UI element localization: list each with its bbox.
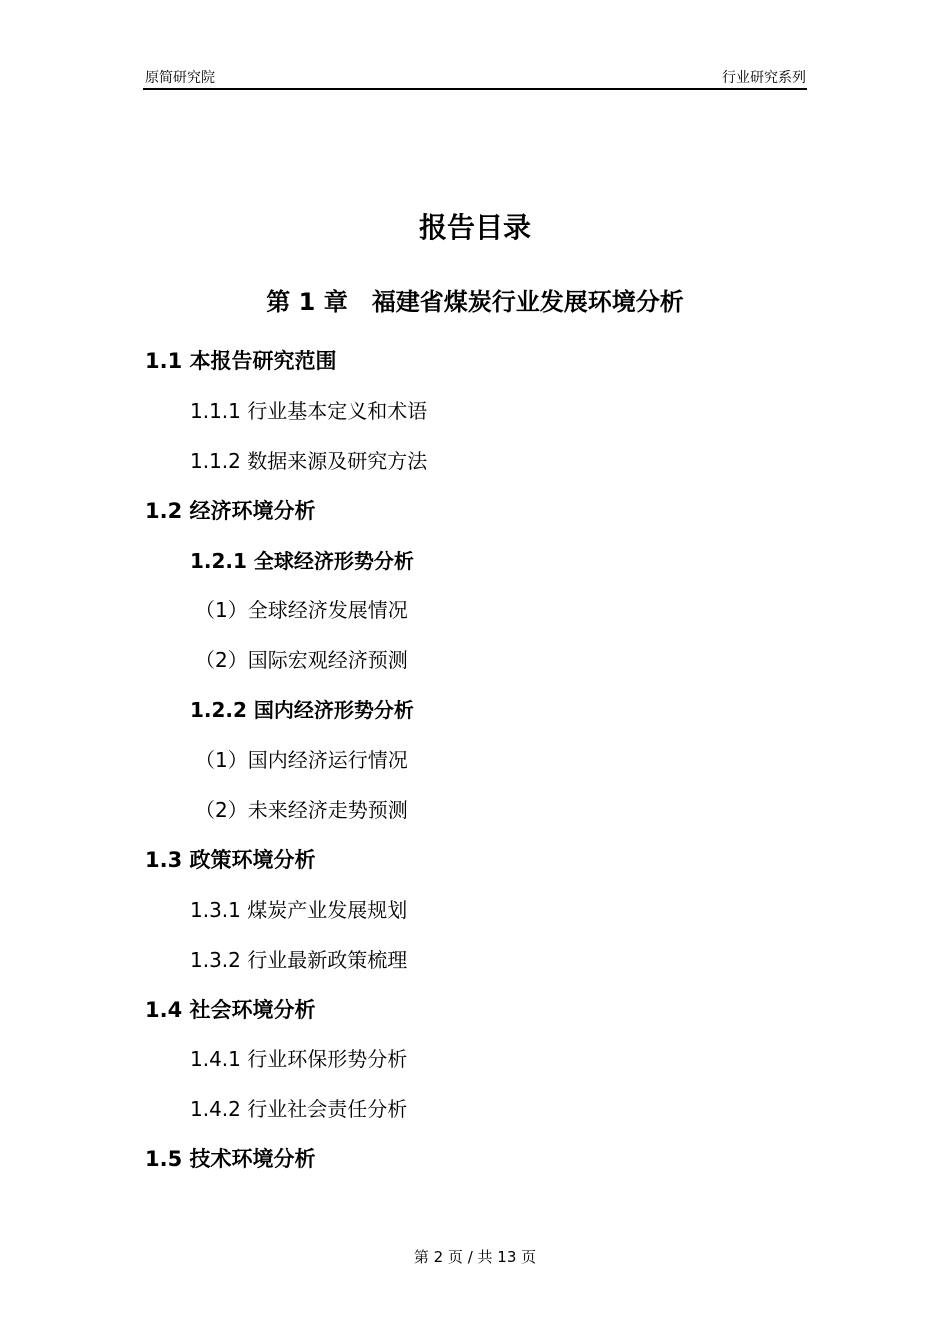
toc-entry[interactable]: 1.1 本报告研究范围 [145, 349, 337, 373]
toc-entry[interactable]: 1.3.1 煤炭产业发展规划 [190, 897, 408, 922]
toc-entry[interactable]: 1.1.1 行业基本定义和术语 [190, 398, 428, 423]
chapter-heading: 第 1 章 福建省煤炭行业发展环境分析 [266, 288, 684, 316]
toc-entry[interactable]: 1.4 社会环境分析 [145, 997, 316, 1022]
toc-entry[interactable]: （1）全球经济发展情况 [195, 598, 408, 623]
toc-entry[interactable]: 1.2.1 全球经济形势分析 [190, 548, 414, 573]
header-org: 原简研究院 [145, 70, 215, 86]
toc-entry[interactable]: 1.2.2 国内经济形势分析 [190, 698, 414, 723]
table-of-contents [0, 337, 950, 1185]
toc-entry[interactable]: 1.1.2 数据来源及研究方法 [190, 448, 428, 473]
page-number: 第 2 页 / 共 13 页 [413, 1248, 537, 1266]
header-series: 行业研究系列 [722, 70, 806, 86]
toc-entry[interactable]: （2）未来经济走势预测 [195, 798, 408, 823]
header-rule [143, 88, 807, 90]
toc-entry[interactable]: 1.3 政策环境分析 [145, 847, 316, 872]
toc-entry[interactable]: 1.4.1 行业环保形势分析 [190, 1047, 408, 1072]
toc-entry[interactable]: 1.5 技术环境分析 [145, 1147, 316, 1172]
toc-entry[interactable]: （2）国际宏观经济预测 [195, 648, 408, 673]
toc-entry[interactable]: 1.2 经济环境分析 [145, 498, 316, 523]
page-title: 报告目录 [418, 211, 531, 244]
toc-entry[interactable]: 1.3.2 行业最新政策梳理 [190, 947, 408, 972]
toc-entry[interactable]: （1）国内经济运行情况 [195, 748, 408, 773]
toc-entry[interactable]: 1.4.2 行业社会责任分析 [190, 1097, 408, 1122]
